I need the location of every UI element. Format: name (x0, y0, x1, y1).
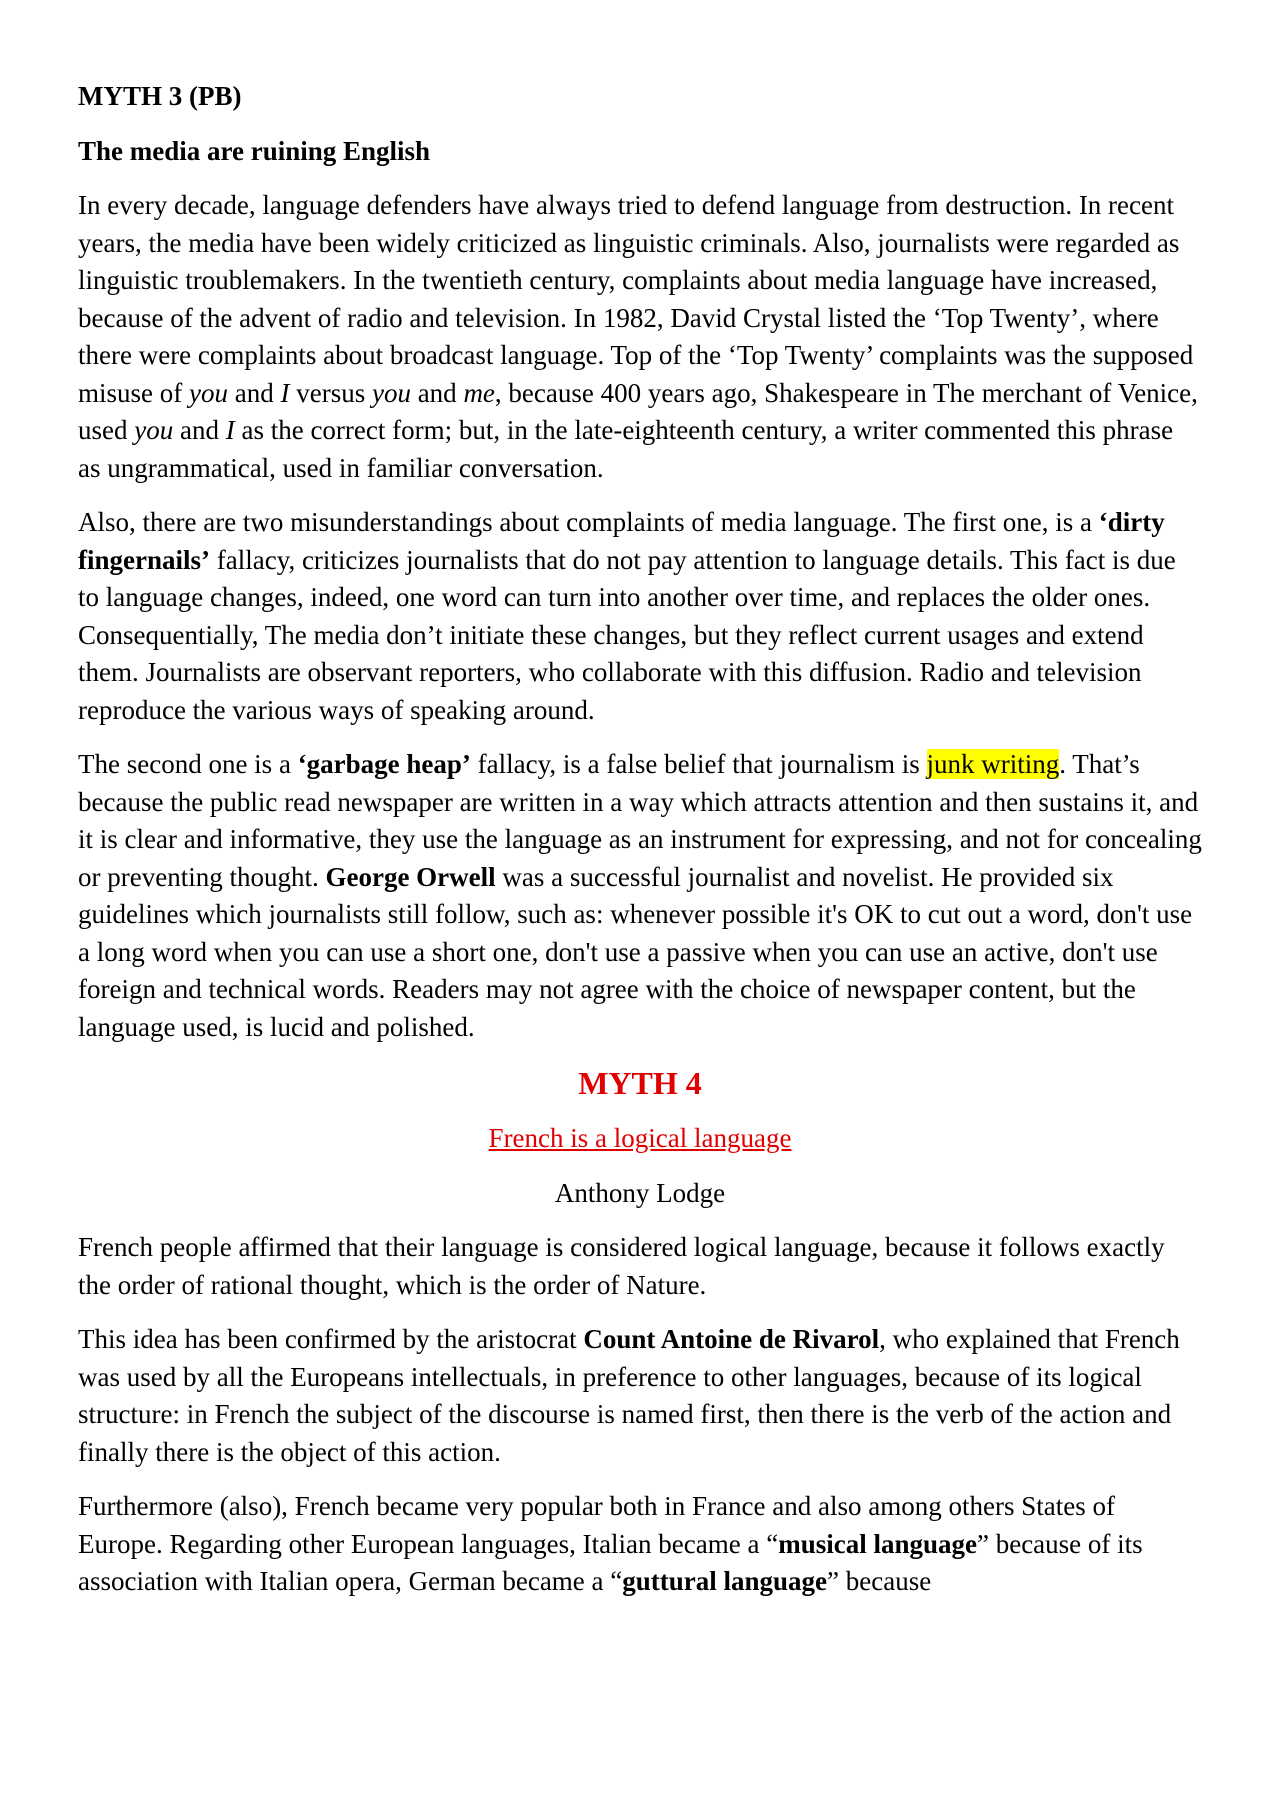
myth3-paragraph-2: Also, there are two misunderstandings about complaints of media language. The first one, is a ‘dirty fingernails’ fallacy, criticizes journalists that do not pay attention to language details. This fact is due to language changes, indeed, one word can turn into another over time, and replaces the older ones. Consequentially, The media don’t initiate these changes, but they reflect current usages and extend them. Journalists are observant reporters, who collaborate with this diffusion. Radio and television reproduce the various ways of speaking around. (78, 507, 1176, 725)
george-orwell-name: George Orwell (325, 861, 496, 892)
guttural-language-term: guttural language (622, 1566, 828, 1596)
myth3-title: The media are ruining English (78, 135, 431, 166)
dirty-fingernails-term: ‘dirty fingernails’ (78, 507, 1165, 575)
myth4-paragraph-1: French people affirmed that their language is considered logical language, because it follows exactly the order of rational thought, which is the order of Nature. (78, 1232, 1165, 1300)
highlighted-text: junk writing (926, 749, 1060, 779)
myth4-title: French is a logical language (488, 1123, 792, 1153)
myth3-paragraph-3: The second one is a ‘garbage heap’ fallacy, is a false belief that journalism is junk writing. That’s because the public read newspaper are written in a way which attracts attention and then sustains it, and it is clear and informative, they use the language as an instrument for expressing, and not for concealing or preventing thought. George Orwell was a successful journalist and novelist. He provided six guidelines which journalists still follow, such as: whenever possible it's OK to cut out a word, don't use a long word when you can use a short one, don't use a passive when you can use an active, don't use foreign and technical words. Readers may not agree with the choice of newspaper content, but the language used, is lucid and polished. (78, 749, 1202, 1042)
myth4-paragraph-2: This idea has been confirmed by the aristocrat Count Antoine de Rivarol, who explained that French was used by all the Europeans intellectuals, in preference to other languages, because of its logical structure: in French the subject of the discourse is named first, then there is the verb of the action and finally there is the object of this action. (78, 1324, 1180, 1467)
myth3-paragraph-1: In every decade, language defenders have always tried to defend language from destruction. In recent years, the media have been widely criticized as linguistic criminals. Also, journalists were regarded as linguistic troublemakers. In the twentieth century, complaints about media language have increased, because of the advent of radio and television. In 1982, David Crystal listed the ‘Top Twenty’, where there were complaints about broadcast language. Top of the ‘Top Twenty’ complaints was the supposed misuse of you and I versus you and me, because 400 years ago, Shakespeare in The merchant of Venice, used you and I as the correct form; but, in the late-eighteenth century, a writer commented this phrase as ungrammatical, used in familiar conversation. (78, 190, 1198, 483)
myth4-label: MYTH 4 (578, 1065, 702, 1101)
myth4-paragraph-3: Furthermore (also), French became very popular both in France and also among others States of Europe. Regarding other European languages, Italian became a “musical language” because of its association with Italian opera, German became a “guttural language” because (78, 1491, 1143, 1596)
myth4-author: Anthony Lodge (554, 1177, 726, 1208)
rivarol-name: Count Antoine de Rivarol (583, 1324, 880, 1354)
musical-language-term: musical language (778, 1528, 977, 1559)
myth3-label: MYTH 3 (PB) (78, 81, 242, 111)
garbage-heap-term: ‘garbage heap’ (297, 749, 471, 779)
